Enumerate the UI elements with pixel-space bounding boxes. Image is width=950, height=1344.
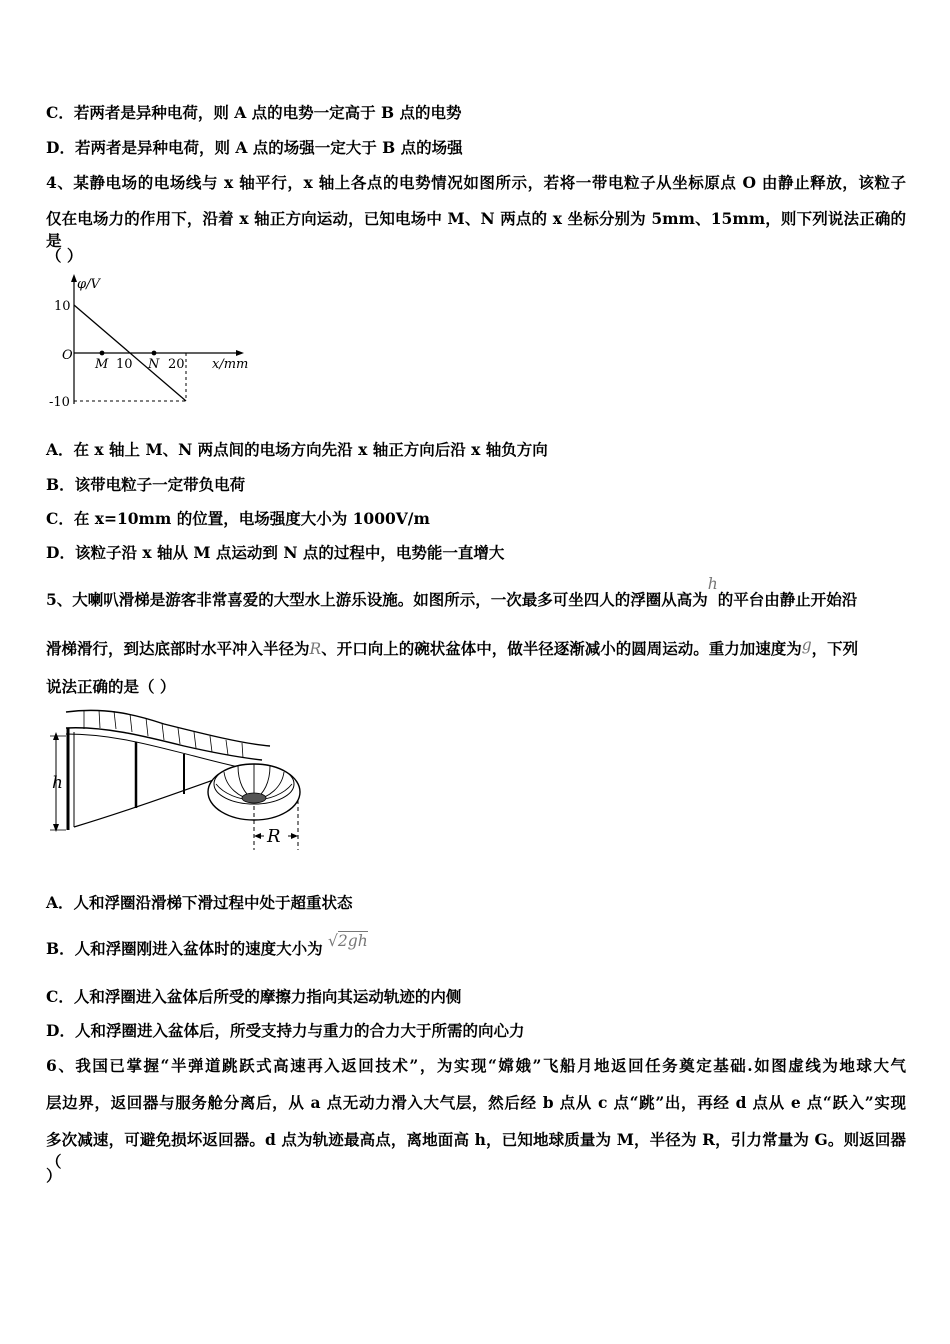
q5-symbol-g: g bbox=[801, 636, 812, 654]
q5-stem-2a: 滑梯滑行，到达底部时水平冲入半径为 bbox=[46, 639, 310, 658]
q5-option-b bbox=[46, 932, 368, 959]
sqrt-expression: √2gh bbox=[328, 932, 368, 950]
q6-stem-line-2: 层边界，返回器与服务舱分离后，从 a 点无动力滑入大气层，然后经 b 点从 c 点“跳”出，再经 d 点从 e 点“跃入”实现 bbox=[46, 1093, 906, 1112]
y-axis-label: φ/V bbox=[77, 277, 100, 292]
origin-label: O bbox=[62, 348, 73, 363]
y-tick-top: 10 bbox=[54, 299, 71, 314]
q5-stem-2c: ，下列 bbox=[811, 639, 859, 658]
q4-stem-line-3: （ ） bbox=[46, 246, 83, 265]
q3-option-c: C．若两者是异种电荷，则 A 点的电势一定高于 B 点的电势 bbox=[46, 103, 462, 122]
point-n-dot bbox=[152, 351, 157, 356]
x-axis-label: x/mm bbox=[212, 357, 249, 372]
q4-stem-line-1: 4、某静电场的电场线与 x 轴平行，x 轴上各点的电势情况如图所示，若将一带电粒子从坐标原点 O 由静止释放，该粒子 bbox=[46, 173, 906, 192]
q5-option-d: D．人和浮圈进入盆体后，所受支持力与重力的合力大于所需的向心力 bbox=[46, 1021, 525, 1040]
q4-option-d: D．该粒子沿 x 轴从 M 点运动到 N 点的过程中，电势能一直增大 bbox=[46, 543, 505, 562]
q5-option-a: A．人和浮圈沿滑梯下滑过程中处于超重状态 bbox=[46, 893, 353, 912]
q5-symbol-h: h bbox=[707, 575, 718, 593]
q4-option-c: C．在 x=10mm 的位置，电场强度大小为 1000V/m bbox=[46, 509, 430, 528]
q5-option-c: C．人和浮圈进入盆体后所受的摩擦力指向其运动轨迹的内侧 bbox=[46, 987, 462, 1006]
q5-symbol-r: R bbox=[309, 640, 322, 658]
sqrt-radicand: 2gh bbox=[337, 932, 368, 950]
q6-stem-line-4: ） bbox=[46, 1166, 62, 1185]
q6-stem-line-3: 多次减速，可避免损坏返回器。d 点为轨迹最高点，离地面高 h，已知地球质量为 M，半径为 R，引力常量为 G。则返回器（ bbox=[46, 1130, 906, 1171]
q4-stem-line-2: 仅在电场力的作用下，沿着 x 轴正方向运动，已知电场中 M、N 两点的 x 坐标分别为 5mm、15mm，则下列说法正确的是 bbox=[46, 209, 906, 250]
x-tick-20: 20 bbox=[168, 357, 185, 372]
q5-slide-illustration bbox=[44, 702, 306, 854]
fig-h-label: h bbox=[52, 773, 63, 793]
q5-stem-1b: 的平台由静止开始沿 bbox=[717, 590, 858, 609]
n-label: N bbox=[148, 357, 160, 372]
q3-option-d: D．若两者是异种电荷，则 A 点的场强一定大于 B 点的场强 bbox=[46, 138, 463, 157]
point-m-dot bbox=[100, 351, 105, 356]
q4-option-a: A．在 x 轴上 M、N 两点间的电场方向先沿 x 轴正方向后沿 x 轴负方向 bbox=[46, 440, 548, 459]
q5-stem-line-2 bbox=[46, 637, 858, 659]
q5-stem-line-3: 说法正确的是（ ） bbox=[46, 677, 176, 696]
q4-potential-graph bbox=[44, 272, 259, 412]
q5-option-b-text: B．人和浮圈刚进入盆体时的速度大小为 bbox=[46, 939, 323, 958]
q6-stem-line-1: 6、我国已掌握“半弹道跳跃式高速再入返回技术”，为实现“嫦娥”飞船月地返回任务奠定基础.如图虚线为地球大气 bbox=[46, 1056, 906, 1075]
m-label: M bbox=[95, 357, 109, 372]
x-tick-10: 10 bbox=[116, 357, 133, 372]
q5-stem-1a: 5、大喇叭滑梯是游客非常喜爱的大型水上游乐设施。如图所示，一次最多可坐四人的浮圈从高为 bbox=[46, 590, 708, 609]
q5-stem-2b: 、开口向上的碗状盆体中，做半径逐渐减小的圆周运动。重力加速度为 bbox=[321, 639, 802, 658]
q5-stem-line-1 bbox=[46, 575, 858, 610]
fig-r-label: R bbox=[267, 826, 281, 847]
q4-option-b: B．该带电粒子一定带负电荷 bbox=[46, 475, 246, 494]
y-tick-bottom: -10 bbox=[49, 395, 70, 410]
